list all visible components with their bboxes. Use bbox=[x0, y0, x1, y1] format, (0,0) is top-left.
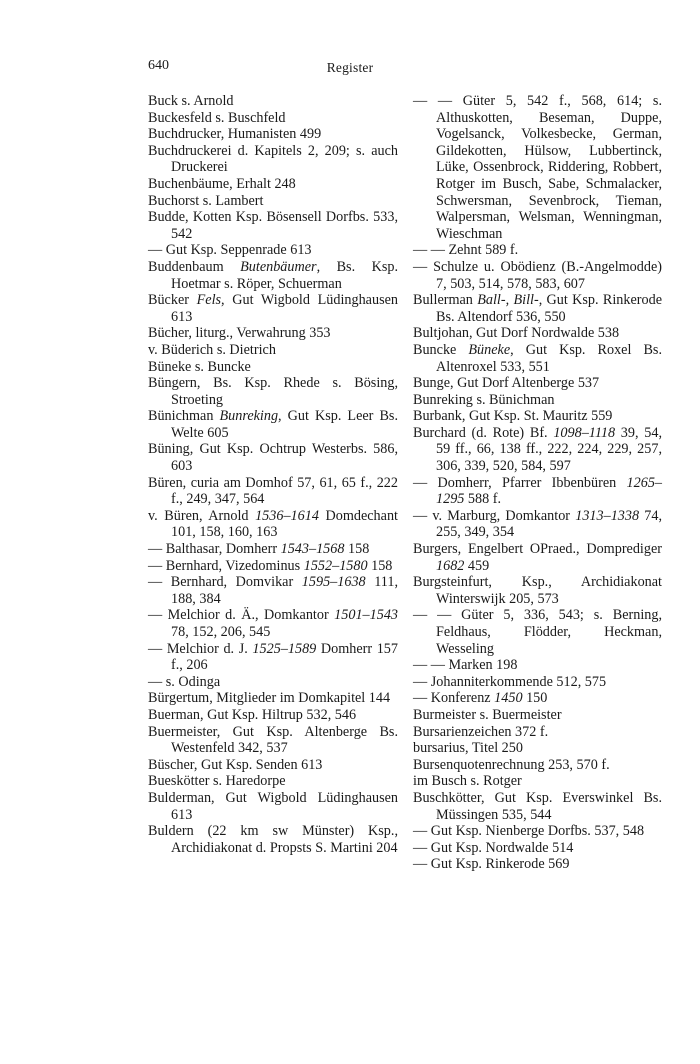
index-entry: — — Marken 198 bbox=[413, 657, 518, 674]
index-entry: — Gut Ksp. Rinkerode 569 bbox=[413, 856, 570, 873]
index-entry: Büren, curia am Domhof 57, 61, 65 f., 222 f., 249, 347, 564 bbox=[148, 474, 398, 508]
index-entry: Buddenbaum Butenbäumer, Bs. Ksp. Hoetmar s. Röper, Schuerman bbox=[148, 258, 398, 292]
index-entry: Bueskötter s. Haredorpe bbox=[148, 773, 286, 790]
index-entry: Buncke Büneke, Gut Ksp. Roxel Bs. Altenroxel 533, 551 bbox=[413, 341, 662, 375]
index-entry: — Gut Ksp. Nordwalde 514 bbox=[413, 839, 574, 856]
index-entry: Buckesfeld s. Buschfeld bbox=[148, 109, 286, 126]
index-entry: Büneke s. Buncke bbox=[148, 358, 251, 375]
index-entry: Buchdruckerei d. Kapitels 2, 209; s. auch Druckerei bbox=[148, 142, 398, 176]
index-entry: Bücker Fels, Gut Wigbold Lüdinghausen 613 bbox=[148, 292, 398, 325]
index-entry: — Melchior d. J. 1525–1589 Domherr 157 f., 206 bbox=[148, 640, 398, 674]
running-head: Register bbox=[326, 60, 374, 75]
index-entry: — Bernhard, Domvikar 1595–1638 111, 188, 384 bbox=[148, 574, 398, 607]
index-entry: Burgers, Engelbert OPraed., Domprediger 1682 459 bbox=[413, 541, 662, 574]
index-entry: — Gut Ksp. Nienberge Dorfbs. 537, 548 bbox=[413, 823, 645, 840]
index-entry: Buchorst s. Lambert bbox=[148, 192, 264, 209]
index-entry: Budde, Kotten Ksp. Bösensell Dorfbs. 533, 542 bbox=[148, 209, 398, 242]
index-entry: Bultjohan, Gut Dorf Nordwalde 538 bbox=[413, 325, 620, 342]
index-entry: v. Büderich s. Dietrich bbox=[148, 341, 276, 358]
index-entry: Bursarienzeichen 372 f. bbox=[413, 723, 549, 740]
index-entry: Büscher, Gut Ksp. Senden 613 bbox=[148, 756, 323, 773]
index-entry: Burchard (d. Rote) Bf. 1098–1118 39, 54, 59 ff., 66, 138 ff., 222, 224, 229, 257, 306, 339, 520, 584, 597 bbox=[413, 424, 662, 475]
index-entry: Buschkötter, Gut Ksp. Everswinkel Bs. Müssingen 535, 544 bbox=[413, 789, 662, 823]
index-entry: — Balthasar, Domherr 1543–1568 158 bbox=[148, 541, 370, 558]
index-entry: Bünichman Bunreking, Gut Ksp. Leer Bs. Welte 605 bbox=[148, 408, 398, 441]
index-entry: Burmeister s. Buermeister bbox=[413, 706, 562, 723]
index-entry: im Busch s. Rotger bbox=[413, 773, 522, 790]
index-entry: — — Zehnt 589 f. bbox=[413, 242, 519, 259]
index-entry: — Melchior d. Ä., Domkantor 1501–1543 78, 152, 206, 545 bbox=[148, 607, 398, 640]
index-entry: — — Güter 5, 336, 543; s. Berning, Feldhaus, Flödder, Heckman, Wesseling bbox=[413, 607, 662, 657]
index-entry: — Gut Ksp. Seppenrade 613 bbox=[148, 242, 312, 259]
index-entry: — Bernhard, Vizedominus 1552–1580 158 bbox=[148, 557, 393, 574]
index-entry: — Johanniterkommende 512, 575 bbox=[413, 673, 607, 690]
index-entry: — Konferenz 1450 150 bbox=[413, 690, 548, 707]
index-entry: Bullerman Ball-, Bill-, Gut Ksp. Rinkerode Bs. Altendorf 536, 550 bbox=[413, 292, 662, 325]
index-entry: Buermeister, Gut Ksp. Altenberge Bs. Westenfeld 342, 537 bbox=[148, 723, 398, 757]
page-number: 640 bbox=[148, 58, 169, 73]
index-entry: bursarius, Titel 250 bbox=[413, 740, 523, 757]
index-entry: Bursenquotenrechnung 253, 570 f. bbox=[413, 756, 610, 773]
index-entry: — Schulze u. Obödienz (B.-Angelmodde) 7, 503, 514, 578, 583, 607 bbox=[413, 258, 662, 292]
index-entry: — — Güter 5, 542 f., 568, 614; s. Althuskotten, Beseman, Duppe, Vogelsanck, Volkesbecke, German, Gildekotten, Hülsow, Lubbertinck, Lüke, Ossenbrock, Riddering, Robbert, Rotger im Busch, Sabe, Schmalacker, Schwersman, Sevenbrock, Tieman, Walpersman, Welsman, Wenningman, Wieschman bbox=[413, 93, 662, 242]
index-entry: Bunreking s. Bünichman bbox=[413, 391, 555, 408]
index-entry: — Domherr, Pfarrer Ibbenbüren 1265–1295 588 f. bbox=[413, 474, 662, 508]
index-entry: Buerman, Gut Ksp. Hiltrup 532, 546 bbox=[148, 706, 357, 723]
index-entry: Bürgertum, Mitglieder im Domkapitel 144 bbox=[148, 690, 391, 707]
index-entry: Bunge, Gut Dorf Altenberge 537 bbox=[413, 375, 600, 392]
index-entry: Buck s. Arnold bbox=[148, 93, 234, 109]
index-entry: — s. Odinga bbox=[148, 673, 221, 690]
index-entry: Büngern, Bs. Ksp. Rhede s. Bösing, Stroeting bbox=[148, 375, 398, 408]
index-entry: Buchenbäume, Erhalt 248 bbox=[148, 175, 296, 192]
index-entry: v. Büren, Arnold 1536–1614 Domdechant 101, 158, 160, 163 bbox=[148, 507, 398, 541]
index-entry: — v. Marburg, Domkantor 1313–1338 74, 255, 349, 354 bbox=[413, 507, 663, 541]
index-entry: Burgsteinfurt, Ksp., Archidiakonat Winterswijk 205, 573 bbox=[413, 574, 662, 607]
index-entry: Büning, Gut Ksp. Ochtrup Westerbs. 586, 603 bbox=[148, 441, 398, 475]
index-entry: Burbank, Gut Ksp. St. Mauritz 559 bbox=[413, 408, 613, 425]
index-entry: Buldern (22 km sw Münster) Ksp., Archidiakonat d. Propsts S. Martini 204 bbox=[148, 823, 398, 856]
index-entry: Bücher, liturg., Verwahrung 353 bbox=[148, 325, 331, 342]
index-column-right bbox=[413, 93, 662, 873]
index-entry: Bulderman, Gut Wigbold Lüdinghausen 613 bbox=[148, 789, 398, 823]
index-column-left bbox=[148, 93, 398, 856]
index-entry: Buchdrucker, Humanisten 499 bbox=[148, 126, 322, 143]
